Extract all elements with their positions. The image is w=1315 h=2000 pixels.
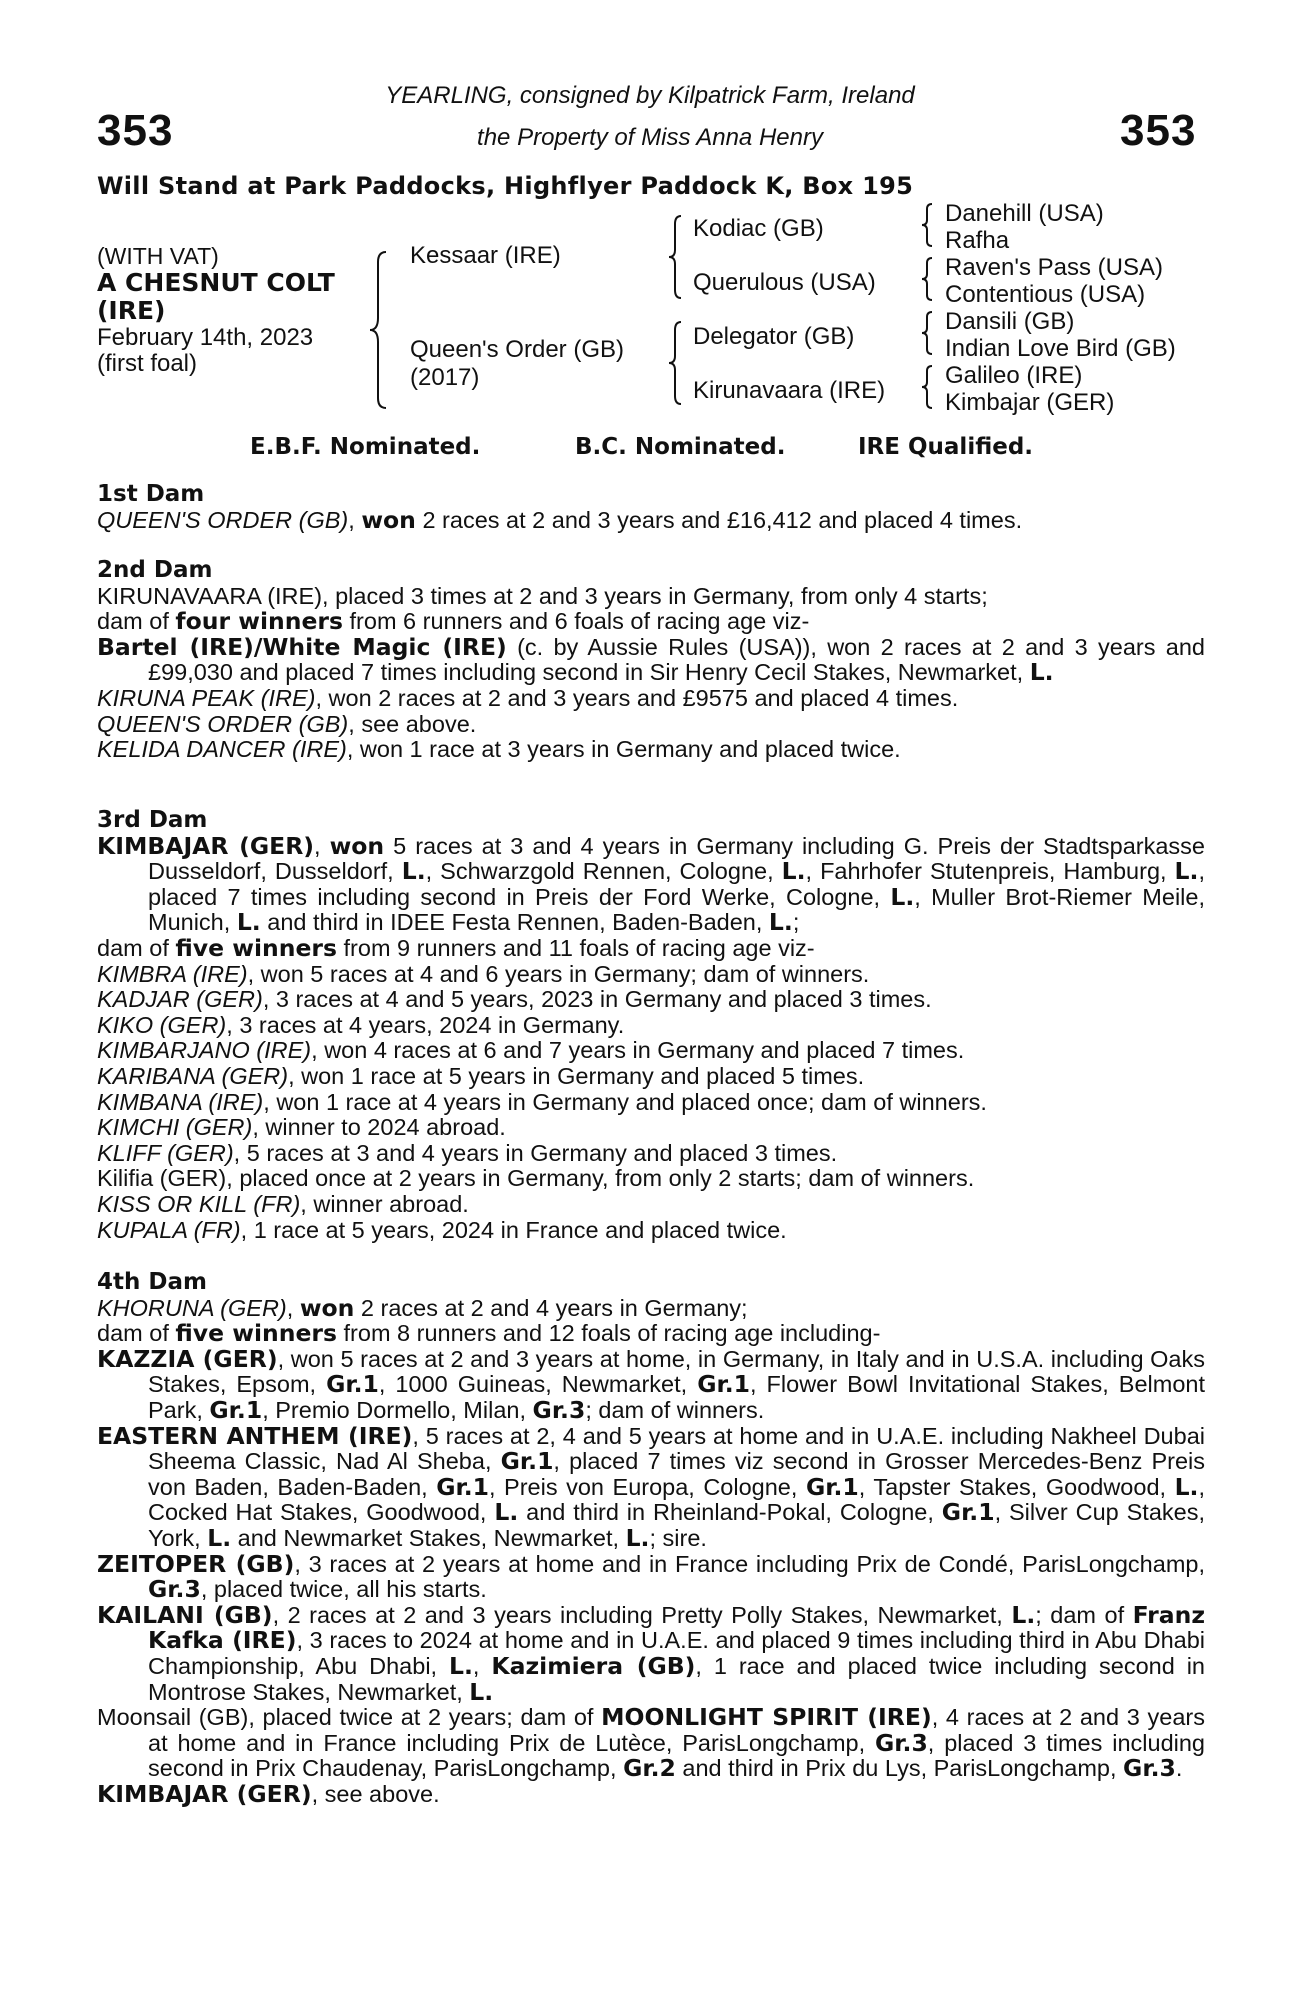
gg-rafha: Rafha	[945, 227, 1010, 254]
foaled-date: February 14th, 2023	[97, 324, 314, 351]
ebf-nominated: E.B.F. Nominated.	[250, 434, 481, 460]
brace-sire	[665, 214, 685, 300]
brace-gg1	[918, 202, 936, 248]
gg-dansili: Dansili (GB)	[945, 308, 1075, 335]
dam-sire: Delegator (GB)	[693, 323, 855, 350]
progeny-kiko: KIKO (GER), 3 races at 4 years, 2024 in Germany.	[97, 1011, 625, 1038]
brace-main	[366, 250, 390, 410]
sire-dam: Querulous (USA)	[693, 269, 876, 296]
property-line: the Property of Miss Anna Henry	[477, 124, 823, 151]
progeny-kimchi: KIMCHI (GER), winner to 2024 abroad.	[97, 1114, 506, 1141]
progeny-moonsail: Moonsail (GB), placed twice at 2 years; dam of MOONLIGHT SPIRIT (IRE), 4 races at 2 and 3 years at home and in France including Prix de Lutèce, ParisLongchamp, Gr.3, placed 3 times including second in Prix Chaudenay, ParisLongchamp, Gr.2 and third in Prix du Lys, ParisLongchamp, Gr.3.	[97, 1703, 1205, 1783]
fourth-dam-record: KHORUNA (GER), won 2 races at 2 and 4 years in Germany;	[97, 1293, 748, 1322]
progeny-kupala: KUPALA (FR), 1 race at 5 years, 2024 in France and placed twice.	[97, 1216, 787, 1243]
sire-name: Kessaar (IRE)	[410, 242, 561, 269]
second-dam-line1: KIRUNAVAARA (IRE), placed 3 times at 2 and 3 years in Germany, from only 4 starts;	[97, 582, 988, 609]
consignor-line: YEARLING, consigned by Kilpatrick Farm, Ireland	[385, 82, 915, 109]
gg-galileo: Galileo (IRE)	[945, 362, 1083, 389]
first-dam-text: QUEEN'S ORDER (GB), won 2 races at 2 and 3 years and £16,412 and placed 4 times.	[97, 505, 1023, 534]
gg-danehill: Danehill (USA)	[945, 200, 1104, 227]
fourth-dam-heading: 4th Dam	[97, 1269, 207, 1295]
progeny-kailani: KAILANI (GB), 2 races at 2 and 3 years including Pretty Polly Stakes, Newmarket, L.; dam of Franz Kafka (IRE), 3 races to 2024 at home and in U.A.E. and placed 9 times including third in Abu Dhabi Championship, Abu Dhabi, L., Kazimiera (GB), 1 race and placed twice including second in Montrose Stakes, Newmarket, L.	[97, 1600, 1206, 1706]
progeny-kazzia: KAZZIA (GER), won 5 races at 2 and 3 years at home, in Germany, in Italy and in U.S.A. including Oaks Stakes, Epsom, Gr.1, 1000 Guineas, Newmarket, Gr.1, Flower Bowl Invitational Stakes, Belmont Park, Gr.1, Premio Dormello, Milan, Gr.3; dam of winners.	[97, 1344, 1205, 1424]
progeny-kimbana: KIMBANA (IRE), won 1 race at 4 years in Germany and placed once; dam of winners.	[97, 1088, 987, 1115]
third-dam-heading: 3rd Dam	[97, 807, 208, 833]
dam-name: Queen's Order (GB)	[410, 336, 624, 363]
fourth-dam-dam-of: dam of five winners from 8 runners and 12 foals of racing age including-	[97, 1319, 881, 1348]
second-dam-heading: 2nd Dam	[97, 557, 213, 583]
progeny-kliff: KLIFF (GER), 5 races at 3 and 4 years in Germany and placed 3 times.	[97, 1139, 838, 1166]
first-foal-note: (first foal)	[97, 350, 198, 377]
dam-year: (2017)	[410, 364, 480, 391]
brace-gg2	[918, 256, 936, 302]
progeny-kimbra: KIMBRA (IRE), won 5 races at 4 and 6 years in Germany; dam of winners.	[97, 960, 870, 987]
gg-contentious: Contentious (USA)	[945, 281, 1146, 308]
progeny-karibana: KARIBANA (GER), won 1 race at 5 years in Germany and placed 5 times.	[97, 1062, 865, 1089]
progeny-bartel: Bartel (IRE)/White Magic (IRE) (c. by Aussie Rules (USA)), won 2 races at 2 and 3 years and £99,030 and placed 7 times including second in Sir Henry Cecil Stakes, Newmarket, L.	[97, 632, 1205, 687]
gg-indian-love-bird: Indian Love Bird (GB)	[945, 335, 1176, 362]
first-dam-heading: 1st Dam	[97, 481, 205, 507]
progeny-kiruna-peak: KIRUNA PEAK (IRE), won 2 races at 2 and 3 years and £9575 and placed 4 times.	[97, 684, 959, 711]
second-dam-line2: dam of four winners from 6 runners and 6 foals of racing age viz-	[97, 607, 810, 636]
progeny-kelida-dancer: KELIDA DANCER (IRE), won 1 race at 3 years in Germany and placed twice.	[97, 736, 901, 763]
progeny-kimbarjano: KIMBARJANO (IRE), won 4 races at 6 and 7 years in Germany and placed 7 times.	[97, 1037, 965, 1064]
progeny-kadjar: KADJAR (GER), 3 races at 4 and 5 years, 2023 in Germany and placed 3 times.	[97, 986, 932, 1013]
lot-number-right: 353	[1120, 106, 1197, 155]
colt-origin: (IRE)	[97, 296, 166, 325]
fourth-dam-section	[97, 1270, 1205, 1807]
gg-ravens-pass: Raven's Pass (USA)	[945, 254, 1163, 281]
vat-label: (WITH VAT)	[97, 243, 219, 269]
brace-dam	[665, 320, 685, 406]
sire-sire: Kodiac (GB)	[693, 215, 824, 242]
ire-qualified: IRE Qualified.	[858, 434, 1034, 460]
progeny-kimbajar: KIMBAJAR (GER), see above.	[97, 1779, 440, 1808]
gg-kimbajar: Kimbajar (GER)	[945, 389, 1115, 416]
progeny-kilifia: Kilifia (GER), placed once at 2 years in Germany, from only 2 starts; dam of winners.	[97, 1165, 975, 1192]
colt-title: A CHESNUT COLT	[97, 268, 335, 297]
lot-number-left: 353	[97, 106, 174, 155]
progeny-eastern-anthem: EASTERN ANTHEM (IRE), 5 races at 2, 4 and 5 years at home and in U.A.E. including Nakheel Dubai Sheema Classic, Nad Al Sheba, Gr.1, placed 7 times viz second in Grosser Mercedes-Benz Preis von Baden, Baden-Baden, Gr.1, Preis von Europa, Cologne, Gr.1, Tapster Stakes, Goodwood, L., Cocked Hat Stakes, Goodwood, L. and third in Rheinland-Pokal, Cologne, Gr.1, Silver Cup Stakes, York, L. and Newmarket Stakes, Newmarket, L.; sire.	[97, 1421, 1206, 1552]
bc-nominated: B.C. Nominated.	[575, 434, 786, 460]
brace-gg4	[918, 364, 936, 410]
stand-location: Will Stand at Park Paddocks, Highflyer Paddock K, Box 195	[97, 172, 914, 200]
brace-gg3	[918, 310, 936, 356]
third-dam-section	[97, 808, 1205, 1243]
progeny-zeitoper: ZEITOPER (GB), 3 races at 2 years at home and in France including Prix de Condé, ParisLongchamp, Gr.3, placed twice, all his starts.	[97, 1549, 1205, 1604]
third-dam-dam-of: dam of five winners from 9 runners and 11 foals of racing age viz-	[97, 933, 815, 962]
progeny-kiss-or-kill: KISS OR KILL (FR), winner abroad.	[97, 1190, 469, 1217]
third-dam-record: KIMBAJAR (GER), won 5 races at 3 and 4 years in Germany including G. Preis der Stadtsparkasse Dusseldorf, Dusseldorf, L., Schwarzgold Rennen, Cologne, L., Fahrhofer Stutenpreis, Hamburg, L., placed 7 times including second in Preis der Ford Werke, Cologne, L., Muller Brot-Riemer Meile, Munich, L. and third in IDEE Festa Rennen, Baden-Baden, L.;	[97, 831, 1205, 937]
first-dam-section	[97, 482, 1205, 533]
second-dam-section	[97, 558, 1205, 763]
progeny-queens-order: QUEEN'S ORDER (GB), see above.	[97, 710, 477, 737]
dam-dam: Kirunavaara (IRE)	[693, 377, 886, 404]
